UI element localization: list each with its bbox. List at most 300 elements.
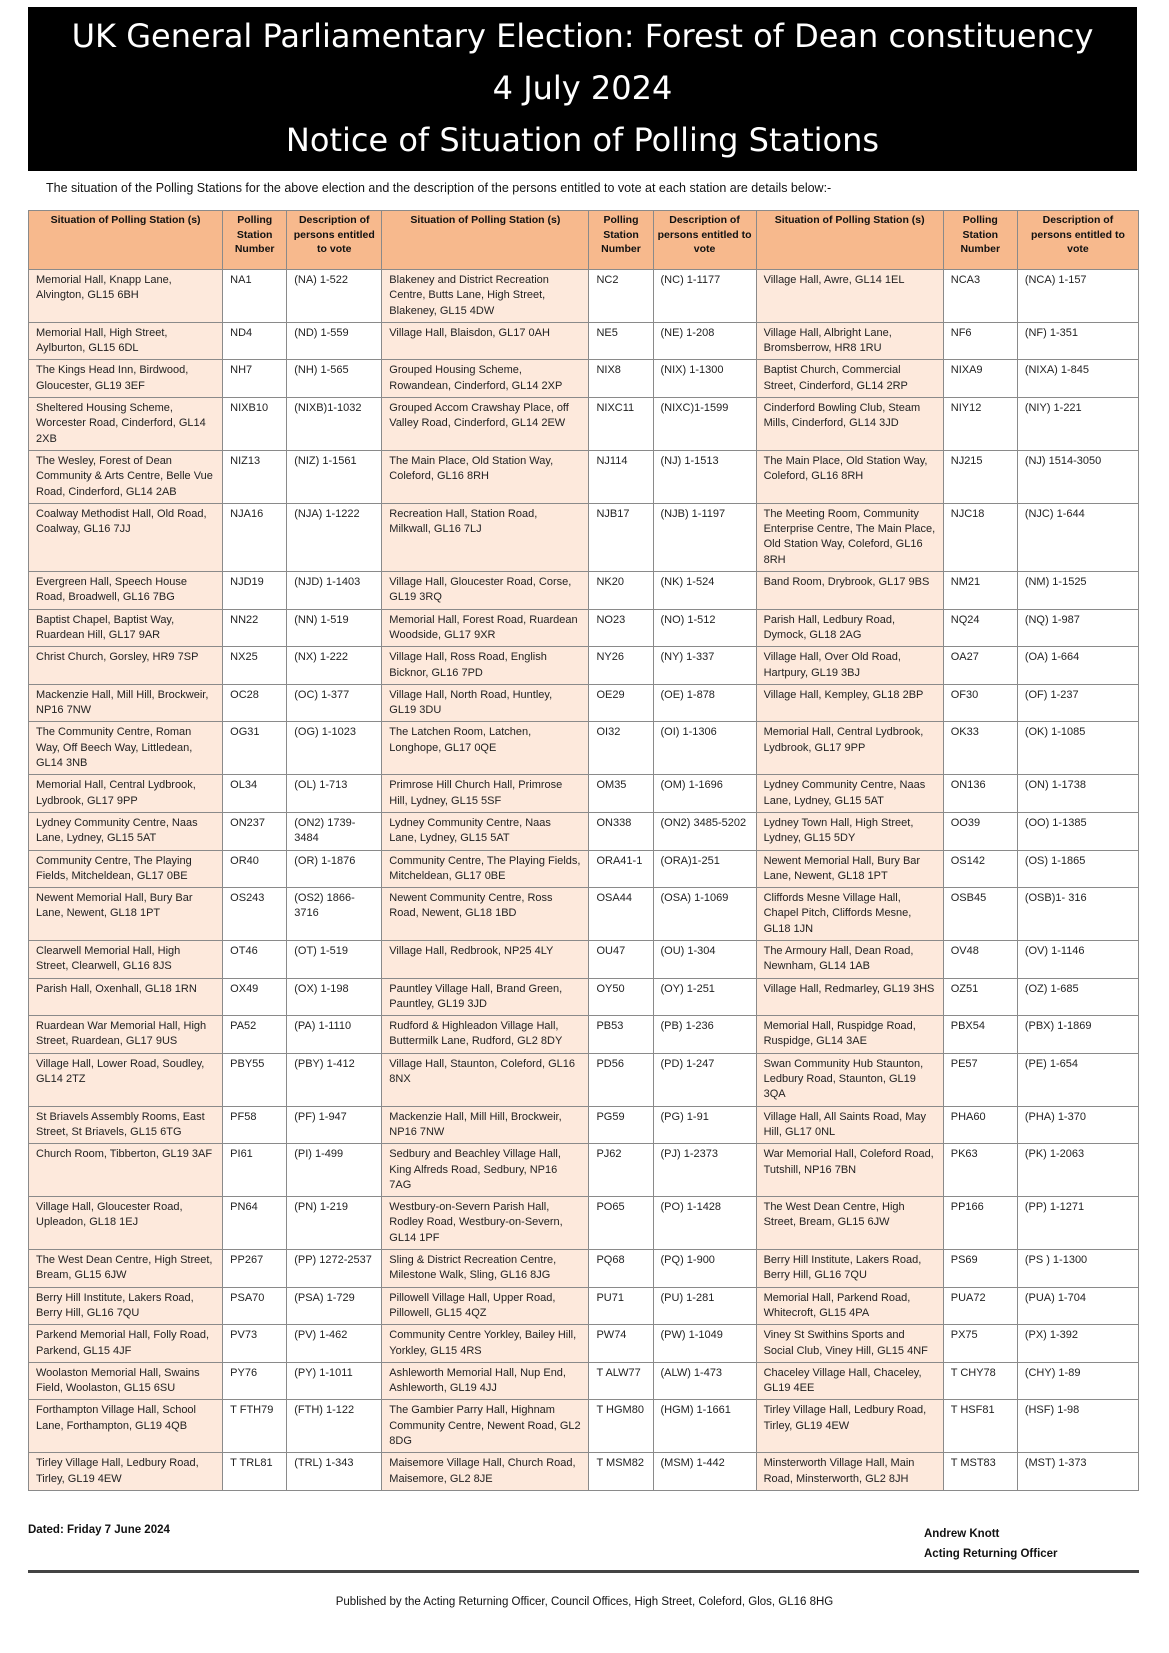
- table-row: [29, 1362, 1139, 1400]
- intro-text: The situation of the Polling Stations for the above election and the description of the persons entitled to vote at each station are details below:-: [46, 181, 832, 195]
- station-location: Cliffords Mesne Village Hall, Chapel Pitch, Cliffords Mesne, GL18 1JN: [756, 888, 943, 941]
- station-electors: (OR) 1-1876: [287, 850, 382, 888]
- station-electors: (OF) 1-237: [1017, 684, 1138, 722]
- station-electors: (HGM) 1-1661: [653, 1400, 756, 1453]
- station-number: PA52: [223, 1016, 287, 1054]
- station-location: Village Hall, Over Old Road, Hartpury, GL19 3BJ: [756, 647, 943, 685]
- table-row: [29, 888, 1139, 941]
- station-number: PW74: [589, 1325, 653, 1363]
- station-electors: (PS ) 1-1300: [1017, 1250, 1138, 1288]
- station-electors: (NIXC)1-1599: [653, 398, 756, 451]
- station-number: T CHY78: [943, 1362, 1017, 1400]
- station-number: PP267: [223, 1250, 287, 1288]
- station-electors: (PP) 1-1271: [1017, 1197, 1138, 1250]
- station-location: Village Hall, Awre, GL14 1EL: [756, 270, 943, 323]
- station-electors: (PI) 1-499: [287, 1144, 382, 1197]
- station-number: OE29: [589, 684, 653, 722]
- table-row: [29, 1287, 1139, 1325]
- station-location: Lydney Community Centre, Naas Lane, Lydney, GL15 5AT: [756, 775, 943, 813]
- station-number: PO65: [589, 1197, 653, 1250]
- station-electors: (PQ) 1-900: [653, 1250, 756, 1288]
- table-row: [29, 647, 1139, 685]
- station-location: The West Dean Centre, High Street, Bream, GL15 6JW: [756, 1197, 943, 1250]
- station-location: Clearwell Memorial Hall, High Street, Clearwell, GL16 8JS: [29, 940, 223, 978]
- station-location: Rudford & Highleadon Village Hall, Buttermilk Lane, Rudford, GL2 8DY: [382, 1016, 589, 1054]
- station-electors: (OC) 1-377: [287, 684, 382, 722]
- station-electors: (PO) 1-1428: [653, 1197, 756, 1250]
- station-location: Village Hall, Ross Road, English Bicknor, GL16 7PD: [382, 647, 589, 685]
- station-electors: (ON2) 1739-3484: [287, 812, 382, 850]
- station-location: Woolaston Memorial Hall, Swains Field, Woolaston, GL15 6SU: [29, 1362, 223, 1400]
- table-row: [29, 572, 1139, 610]
- station-number: PK63: [943, 1144, 1017, 1197]
- station-location: Memorial Hall, High Street, Aylburton, GL15 6DL: [29, 322, 223, 360]
- station-number: OV48: [943, 940, 1017, 978]
- station-electors: (PW) 1-1049: [653, 1325, 756, 1363]
- station-electors: (OA) 1-664: [1017, 647, 1138, 685]
- station-number: PBY55: [223, 1053, 287, 1106]
- station-location: The West Dean Centre, High Street, Bream, GL15 6JW: [29, 1250, 223, 1288]
- station-location: Lydney Community Centre, Naas Lane, Lydney, GL15 5AT: [29, 812, 223, 850]
- station-number: NJA16: [223, 503, 287, 571]
- header-number: Polling Station Number: [589, 211, 653, 270]
- table-row: [29, 978, 1139, 1016]
- station-location: Village Hall, Lower Road, Soudley, GL14 2TZ: [29, 1053, 223, 1106]
- station-location: Maisemore Village Hall, Church Road, Maisemore, GL2 8JE: [382, 1453, 589, 1491]
- station-location: War Memorial Hall, Coleford Road, Tutshill, NP16 7BN: [756, 1144, 943, 1197]
- station-electors: (HSF) 1-98: [1017, 1400, 1138, 1453]
- table-row: [29, 1144, 1139, 1197]
- station-location: Memorial Hall, Parkend Road, Whitecroft, GL15 4PA: [756, 1287, 943, 1325]
- station-number: ON136: [943, 775, 1017, 813]
- station-location: Parish Hall, Ledbury Road, Dymock, GL18 2AG: [756, 609, 943, 647]
- station-electors: (ORA)1-251: [653, 850, 756, 888]
- table-row: [29, 398, 1139, 451]
- table-body: [29, 270, 1139, 1491]
- station-electors: (OS2) 1866-3716: [287, 888, 382, 941]
- station-location: Newent Community Centre, Ross Road, Newent, GL18 1BD: [382, 888, 589, 941]
- table-row: [29, 1453, 1139, 1491]
- table-row: [29, 1197, 1139, 1250]
- station-electors: (OT) 1-519: [287, 940, 382, 978]
- table-row: [29, 812, 1139, 850]
- station-location: Cinderford Bowling Club, Steam Mills, Cinderford, GL14 3JD: [756, 398, 943, 451]
- table-row: [29, 450, 1139, 503]
- station-number: NQ24: [943, 609, 1017, 647]
- station-number: NF6: [943, 322, 1017, 360]
- station-location: Sheltered Housing Scheme, Worcester Road, Cinderford, GL14 2XB: [29, 398, 223, 451]
- station-location: Community Centre, The Playing Fields, Mitcheldean, GL17 0BE: [29, 850, 223, 888]
- station-electors: (NC) 1-1177: [653, 270, 756, 323]
- station-location: Village Hall, Albright Lane, Bromsberrow, HR8 1RU: [756, 322, 943, 360]
- station-number: PB53: [589, 1016, 653, 1054]
- station-location: The Meeting Room, Community Enterprise Centre, The Main Place, Old Station Way, Coleford, GL16 8RH: [756, 503, 943, 571]
- header-situation: Situation of Polling Station (s): [756, 211, 943, 270]
- station-number: OF30: [943, 684, 1017, 722]
- station-number: OI32: [589, 722, 653, 775]
- station-electors: (ALW) 1-473: [653, 1362, 756, 1400]
- station-number: NJB17: [589, 503, 653, 571]
- signer-title: Acting Returning Officer: [924, 1548, 1058, 1560]
- station-location: Mackenzie Hall, Mill Hill, Brockweir, NP16 7NW: [29, 684, 223, 722]
- station-number: PUA72: [943, 1287, 1017, 1325]
- table-row: [29, 775, 1139, 813]
- station-number: OZ51: [943, 978, 1017, 1016]
- title-line-2: 4 July 2024: [492, 69, 673, 107]
- title-line-3: Notice of Situation of Polling Stations: [285, 121, 880, 159]
- station-location: Coalway Methodist Hall, Old Road, Coalway, GL16 7JJ: [29, 503, 223, 571]
- signature-block: [924, 1524, 1058, 1564]
- station-location: Baptist Chapel, Baptist Way, Ruardean Hill, GL17 9AR: [29, 609, 223, 647]
- station-number: NA1: [223, 270, 287, 323]
- station-electors: (OO) 1-1385: [1017, 812, 1138, 850]
- station-electors: (OI) 1-1306: [653, 722, 756, 775]
- station-location: The Latchen Room, Latchen, Longhope, GL17 0QE: [382, 722, 589, 775]
- table-row: [29, 722, 1139, 775]
- station-location: Westbury-on-Severn Parish Hall, Rodley Road, Westbury-on-Severn, GL14 1PF: [382, 1197, 589, 1250]
- station-number: NIZ13: [223, 450, 287, 503]
- station-location: Band Room, Drybrook, GL17 9BS: [756, 572, 943, 610]
- station-location: Village Hall, Staunton, Coleford, GL16 8NX: [382, 1053, 589, 1106]
- station-location: Christ Church, Gorsley, HR9 7SP: [29, 647, 223, 685]
- station-location: Baptist Church, Commercial Street, Cinderford, GL14 2RP: [756, 360, 943, 398]
- station-electors: (PUA) 1-704: [1017, 1287, 1138, 1325]
- station-number: OS142: [943, 850, 1017, 888]
- station-location: Village Hall, All Saints Road, May Hill, GL17 0NL: [756, 1106, 943, 1144]
- station-electors: (NQ) 1-987: [1017, 609, 1138, 647]
- station-number: NJD19: [223, 572, 287, 610]
- station-electors: (PBY) 1-412: [287, 1053, 382, 1106]
- station-electors: (ON2) 3485-5202: [653, 812, 756, 850]
- station-number: OS243: [223, 888, 287, 941]
- station-location: Lydney Town Hall, High Street, Lydney, GL15 5DY: [756, 812, 943, 850]
- station-location: Village Hall, Blaisdon, GL17 0AH: [382, 322, 589, 360]
- station-number: OC28: [223, 684, 287, 722]
- station-electors: (OX) 1-198: [287, 978, 382, 1016]
- station-number: ON338: [589, 812, 653, 850]
- station-number: NX25: [223, 647, 287, 685]
- station-number: PD56: [589, 1053, 653, 1106]
- station-electors: (OG) 1-1023: [287, 722, 382, 775]
- station-number: NIY12: [943, 398, 1017, 451]
- station-electors: (ON) 1-1738: [1017, 775, 1138, 813]
- station-electors: (PU) 1-281: [653, 1287, 756, 1325]
- signer-name: Andrew Knott: [924, 1528, 1000, 1540]
- header-situation: Situation of Polling Station (s): [29, 211, 223, 270]
- station-number: NY26: [589, 647, 653, 685]
- station-electors: (OL) 1-713: [287, 775, 382, 813]
- station-electors: (TRL) 1-343: [287, 1453, 382, 1491]
- header-number: Polling Station Number: [943, 211, 1017, 270]
- station-electors: (OSB)1- 316: [1017, 888, 1138, 941]
- station-electors: (NJ) 1-1513: [653, 450, 756, 503]
- station-location: Community Centre, The Playing Fields, Mitcheldean, GL17 0BE: [382, 850, 589, 888]
- station-electors: (PA) 1-1110: [287, 1016, 382, 1054]
- station-location: Parkend Memorial Hall, Folly Road, Parkend, GL15 4JF: [29, 1325, 223, 1363]
- station-electors: (NK) 1-524: [653, 572, 756, 610]
- station-number: PE57: [943, 1053, 1017, 1106]
- station-number: PX75: [943, 1325, 1017, 1363]
- station-number: NJC18: [943, 503, 1017, 571]
- station-electors: (NY) 1-337: [653, 647, 756, 685]
- station-location: Berry Hill Institute, Lakers Road, Berry Hill, GL16 7QU: [29, 1287, 223, 1325]
- station-location: Village Hall, Kempley, GL18 2BP: [756, 684, 943, 722]
- station-number: PBX54: [943, 1016, 1017, 1054]
- polling-stations-table: [28, 210, 1139, 1491]
- station-number: NM21: [943, 572, 1017, 610]
- station-electors: (OS) 1-1865: [1017, 850, 1138, 888]
- table-header-row: [29, 211, 1139, 270]
- station-electors: (PBX) 1-1869: [1017, 1016, 1138, 1054]
- station-electors: (NIX) 1-1300: [653, 360, 756, 398]
- header-description: Description of persons entitled to vote: [653, 211, 756, 270]
- station-location: Pauntley Village Hall, Brand Green, Pauntley, GL19 3JD: [382, 978, 589, 1016]
- station-location: The Community Centre, Roman Way, Off Beech Way, Littledean, GL14 3NB: [29, 722, 223, 775]
- station-location: Pillowell Village Hall, Upper Road, Pillowell, GL15 4QZ: [382, 1287, 589, 1325]
- station-electors: (NJA) 1-1222: [287, 503, 382, 571]
- station-electors: (ND) 1-559: [287, 322, 382, 360]
- station-number: T MSM82: [589, 1453, 653, 1491]
- station-number: NK20: [589, 572, 653, 610]
- header-situation: Situation of Polling Station (s): [382, 211, 589, 270]
- station-number: NJ114: [589, 450, 653, 503]
- station-electors: (PX) 1-392: [1017, 1325, 1138, 1363]
- station-electors: (OZ) 1-685: [1017, 978, 1138, 1016]
- station-location: Swan Community Hub Staunton, Ledbury Road, Staunton, GL19 3QA: [756, 1053, 943, 1106]
- station-electors: (OU) 1-304: [653, 940, 756, 978]
- station-location: Village Hall, Gloucester Road, Upleadon, GL18 1EJ: [29, 1197, 223, 1250]
- station-number: PHA60: [943, 1106, 1017, 1144]
- station-location: The Main Place, Old Station Way, Coleford, GL16 8RH: [756, 450, 943, 503]
- table-row: [29, 1053, 1139, 1106]
- station-electors: (OY) 1-251: [653, 978, 756, 1016]
- station-electors: (NX) 1-222: [287, 647, 382, 685]
- station-number: NIXC11: [589, 398, 653, 451]
- station-number: NO23: [589, 609, 653, 647]
- station-location: Minsterworth Village Hall, Main Road, Minsterworth, GL2 8JH: [756, 1453, 943, 1491]
- station-location: Tirley Village Hall, Ledbury Road, Tirley, GL19 4EW: [756, 1400, 943, 1453]
- station-location: Parish Hall, Oxenhall, GL18 1RN: [29, 978, 223, 1016]
- station-location: Memorial Hall, Forest Road, Ruardean Woodside, GL17 9XR: [382, 609, 589, 647]
- station-number: PSA70: [223, 1287, 287, 1325]
- station-electors: (NN) 1-519: [287, 609, 382, 647]
- station-electors: (NIZ) 1-1561: [287, 450, 382, 503]
- station-number: NIXB10: [223, 398, 287, 451]
- station-number: OO39: [943, 812, 1017, 850]
- station-location: The Wesley, Forest of Dean Community & Arts Centre, Belle Vue Road, Cinderford, GL14 2AB: [29, 450, 223, 503]
- station-location: Primrose Hill Church Hall, Primrose Hill, Lydney, GL15 5SF: [382, 775, 589, 813]
- station-location: Church Room, Tibberton, GL19 3AF: [29, 1144, 223, 1197]
- station-number: OX49: [223, 978, 287, 1016]
- table-row: [29, 940, 1139, 978]
- station-location: The Kings Head Inn, Birdwood, Gloucester, GL19 3EF: [29, 360, 223, 398]
- station-location: Sling & District Recreation Centre, Milestone Walk, Sling, GL16 8JG: [382, 1250, 589, 1288]
- station-electors: (CHY) 1-89: [1017, 1362, 1138, 1400]
- published-by: Published by the Acting Returning Officer, Council Offices, High Street, Coleford, Glos, GL16 8HG: [335, 1596, 834, 1608]
- station-number: OR40: [223, 850, 287, 888]
- station-location: Blakeney and District Recreation Centre, Butts Lane, High Street, Blakeney, GL15 4DW: [382, 270, 589, 323]
- station-electors: (OE) 1-878: [653, 684, 756, 722]
- station-location: Viney St Swithins Sports and Social Club, Viney Hill, GL15 4NF: [756, 1325, 943, 1363]
- station-location: Recreation Hall, Station Road, Milkwall, GL16 7LJ: [382, 503, 589, 571]
- station-electors: (PV) 1-462: [287, 1325, 382, 1363]
- station-number: T HSF81: [943, 1400, 1017, 1453]
- station-location: Village Hall, Redmarley, GL19 3HS: [756, 978, 943, 1016]
- station-electors: (PG) 1-91: [653, 1106, 756, 1144]
- station-electors: (NIY) 1-221: [1017, 398, 1138, 451]
- station-electors: (NE) 1-208: [653, 322, 756, 360]
- station-electors: (NH) 1-565: [287, 360, 382, 398]
- station-electors: (NO) 1-512: [653, 609, 756, 647]
- station-electors: (NA) 1-522: [287, 270, 382, 323]
- station-electors: (OM) 1-1696: [653, 775, 756, 813]
- table-row: [29, 503, 1139, 571]
- station-number: OY50: [589, 978, 653, 1016]
- station-electors: (PP) 1272-2537: [287, 1250, 382, 1288]
- station-location: Chaceley Village Hall, Chaceley, GL19 4EE: [756, 1362, 943, 1400]
- station-location: Memorial Hall, Ruspidge Road, Ruspidge, GL14 3AE: [756, 1016, 943, 1054]
- table-row: [29, 850, 1139, 888]
- station-number: PJ62: [589, 1144, 653, 1197]
- station-electors: (NIXA) 1-845: [1017, 360, 1138, 398]
- footer-divider: [28, 1570, 1139, 1573]
- station-location: Newent Memorial Hall, Bury Bar Lane, Newent, GL18 1PT: [29, 888, 223, 941]
- station-location: Village Hall, North Road, Huntley, GL19 3DU: [382, 684, 589, 722]
- station-electors: (PY) 1-1011: [287, 1362, 382, 1400]
- station-electors: (PF) 1-947: [287, 1106, 382, 1144]
- station-location: Tirley Village Hall, Ledbury Road, Tirley, GL19 4EW: [29, 1453, 223, 1491]
- station-number: OM35: [589, 775, 653, 813]
- table-row: [29, 360, 1139, 398]
- station-electors: (NJC) 1-644: [1017, 503, 1138, 571]
- station-number: NH7: [223, 360, 287, 398]
- station-number: PY76: [223, 1362, 287, 1400]
- station-electors: (NM) 1-1525: [1017, 572, 1138, 610]
- station-electors: (PHA) 1-370: [1017, 1106, 1138, 1144]
- dated-line: Dated: Friday 7 June 2024: [28, 1524, 170, 1536]
- station-location: Memorial Hall, Central Lydbrook, Lydbrook, GL17 9PP: [29, 775, 223, 813]
- station-electors: (NJ) 1514-3050: [1017, 450, 1138, 503]
- station-location: The Main Place, Old Station Way, Coleford, GL16 8RH: [382, 450, 589, 503]
- station-electors: (PJ) 1-2373: [653, 1144, 756, 1197]
- station-number: T ALW77: [589, 1362, 653, 1400]
- station-electors: (PK) 1-2063: [1017, 1144, 1138, 1197]
- station-electors: (PD) 1-247: [653, 1053, 756, 1106]
- table-row: [29, 322, 1139, 360]
- station-number: NJ215: [943, 450, 1017, 503]
- station-electors: (FTH) 1-122: [287, 1400, 382, 1453]
- station-number: OU47: [589, 940, 653, 978]
- station-number: NIXA9: [943, 360, 1017, 398]
- station-number: NC2: [589, 270, 653, 323]
- station-location: Memorial Hall, Knapp Lane, Alvington, GL15 6BH: [29, 270, 223, 323]
- station-electors: (NJB) 1-1197: [653, 503, 756, 571]
- station-number: PN64: [223, 1197, 287, 1250]
- title-line-1: UK General Parliamentary Election: Forest of Dean constituency: [71, 17, 1094, 55]
- station-electors: (PSA) 1-729: [287, 1287, 382, 1325]
- station-electors: (MSM) 1-442: [653, 1453, 756, 1491]
- station-location: Village Hall, Redbrook, NP25 4LY: [382, 940, 589, 978]
- station-number: ND4: [223, 322, 287, 360]
- station-number: OG31: [223, 722, 287, 775]
- station-number: PI61: [223, 1144, 287, 1197]
- station-electors: (PN) 1-219: [287, 1197, 382, 1250]
- station-number: PP166: [943, 1197, 1017, 1250]
- table-row: [29, 609, 1139, 647]
- title-banner: [28, 7, 1137, 171]
- station-electors: (OV) 1-1146: [1017, 940, 1138, 978]
- station-location: Mackenzie Hall, Mill Hill, Brockweir, NP16 7NW: [382, 1106, 589, 1144]
- station-number: OT46: [223, 940, 287, 978]
- station-electors: (NJD) 1-1403: [287, 572, 382, 610]
- station-location: Ashleworth Memorial Hall, Nup End, Ashleworth, GL19 4JJ: [382, 1362, 589, 1400]
- station-number: PQ68: [589, 1250, 653, 1288]
- station-number: OSA44: [589, 888, 653, 941]
- station-electors: (NCA) 1-157: [1017, 270, 1138, 323]
- station-electors: (PB) 1-236: [653, 1016, 756, 1054]
- station-number: PU71: [589, 1287, 653, 1325]
- station-number: ORA41-1: [589, 850, 653, 888]
- station-location: Grouped Accom Crawshay Place, off Valley Road, Cinderford, GL14 2EW: [382, 398, 589, 451]
- header-description: Description of persons entitled to vote: [287, 211, 382, 270]
- station-number: PV73: [223, 1325, 287, 1363]
- station-number: OL34: [223, 775, 287, 813]
- station-electors: (NIXB)1-1032: [287, 398, 382, 451]
- station-number: OK33: [943, 722, 1017, 775]
- station-location: Ruardean War Memorial Hall, High Street, Ruardean, GL17 9US: [29, 1016, 223, 1054]
- station-location: The Armoury Hall, Dean Road, Newnham, GL14 1AB: [756, 940, 943, 978]
- table-row: [29, 1016, 1139, 1054]
- table-row: [29, 684, 1139, 722]
- station-electors: (MST) 1-373: [1017, 1453, 1138, 1491]
- station-number: NE5: [589, 322, 653, 360]
- station-electors: (OK) 1-1085: [1017, 722, 1138, 775]
- station-location: Berry Hill Institute, Lakers Road, Berry Hill, GL16 7QU: [756, 1250, 943, 1288]
- station-location: Sedbury and Beachley Village Hall, King Alfreds Road, Sedbury, NP16 7AG: [382, 1144, 589, 1197]
- station-number: ON237: [223, 812, 287, 850]
- station-number: NIX8: [589, 360, 653, 398]
- station-number: T FTH79: [223, 1400, 287, 1453]
- station-electors: (NF) 1-351: [1017, 322, 1138, 360]
- station-number: NCA3: [943, 270, 1017, 323]
- station-location: Forthampton Village Hall, School Lane, Forthampton, GL19 4QB: [29, 1400, 223, 1453]
- station-location: The Gambier Parry Hall, Highnam Community Centre, Newent Road, GL2 8DG: [382, 1400, 589, 1453]
- station-number: OA27: [943, 647, 1017, 685]
- table-row: [29, 1400, 1139, 1453]
- station-number: T TRL81: [223, 1453, 287, 1491]
- table-row: [29, 270, 1139, 323]
- table-row: [29, 1106, 1139, 1144]
- station-number: OSB45: [943, 888, 1017, 941]
- station-number: T MST83: [943, 1453, 1017, 1491]
- station-location: Memorial Hall, Central Lydbrook, Lydbrook, GL17 9PP: [756, 722, 943, 775]
- station-electors: (OSA) 1-1069: [653, 888, 756, 941]
- station-location: Grouped Housing Scheme, Rowandean, Cinderford, GL14 2XP: [382, 360, 589, 398]
- station-location: Newent Memorial Hall, Bury Bar Lane, Newent, GL18 1PT: [756, 850, 943, 888]
- station-number: PG59: [589, 1106, 653, 1144]
- table-row: [29, 1325, 1139, 1363]
- station-number: PF58: [223, 1106, 287, 1144]
- station-number: NN22: [223, 609, 287, 647]
- header-description: Description of persons entitled to vote: [1017, 211, 1138, 270]
- station-location: Lydney Community Centre, Naas Lane, Lydney, GL15 5AT: [382, 812, 589, 850]
- table-row: [29, 1250, 1139, 1288]
- station-location: Village Hall, Gloucester Road, Corse, GL19 3RQ: [382, 572, 589, 610]
- station-location: Community Centre Yorkley, Bailey Hill, Yorkley, GL15 4RS: [382, 1325, 589, 1363]
- station-number: T HGM80: [589, 1400, 653, 1453]
- station-number: PS69: [943, 1250, 1017, 1288]
- station-electors: (PE) 1-654: [1017, 1053, 1138, 1106]
